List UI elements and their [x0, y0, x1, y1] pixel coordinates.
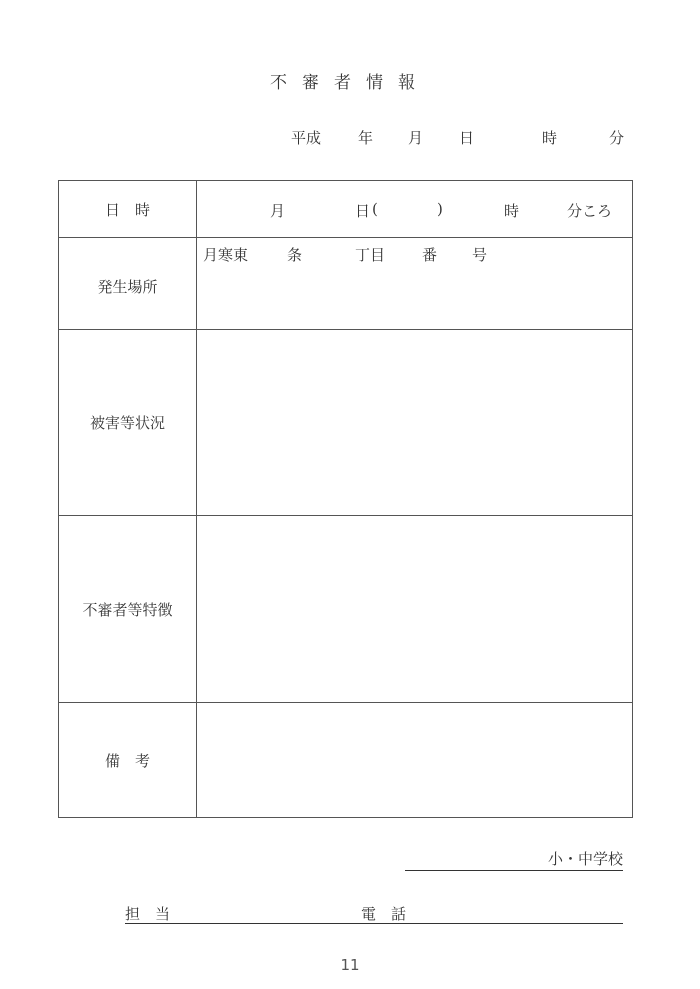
damage-row-label: 被害等状況: [59, 330, 197, 516]
place-ban: 番: [422, 246, 438, 264]
report-table: [58, 180, 633, 818]
person-in-charge-label: 担 当: [125, 905, 171, 923]
year-label: 年: [358, 129, 374, 147]
contact-line[interactable]: [125, 903, 623, 924]
date-row-label: 日 時: [59, 181, 197, 238]
notes-entry-field[interactable]: [197, 703, 633, 818]
form-title: 不審者情報: [270, 73, 430, 93]
hour-label: 時: [542, 129, 558, 147]
page-number: 11: [340, 956, 360, 974]
month-label: 月: [408, 129, 424, 147]
date-day: 日: [355, 202, 371, 220]
suspect-row: [59, 516, 633, 703]
phone-label: 電 話: [361, 905, 407, 923]
damage-entry-field[interactable]: [197, 330, 633, 516]
place-row-label: 発生場所: [59, 238, 197, 330]
minute-label: 分: [609, 129, 625, 147]
school-suffix: 小・中学校: [547, 850, 623, 868]
era-label: 平成: [291, 129, 322, 147]
school-name-line[interactable]: [405, 848, 623, 871]
date-paren-open: (: [372, 200, 378, 218]
date-paren-close: ): [437, 200, 443, 218]
notes-row-label: 備 考: [59, 703, 197, 818]
suspect-entry-field[interactable]: [197, 516, 633, 703]
date-hour: 時: [504, 202, 520, 220]
place-go: 号: [472, 246, 488, 264]
issue-date-line: [0, 127, 700, 149]
date-month: 月: [270, 202, 286, 220]
suspect-row-label: 不審者等特徴: [59, 516, 197, 703]
damage-row: [59, 330, 633, 516]
place-row: [59, 238, 633, 330]
place-chome: 丁目: [355, 246, 386, 264]
date-minute-suffix: 分ころ: [567, 202, 613, 220]
date-entry-field[interactable]: [197, 181, 633, 238]
day-label: 日: [459, 129, 475, 147]
place-entry-field[interactable]: [197, 238, 633, 330]
place-jo: 条: [287, 246, 303, 264]
date-row: [59, 181, 633, 238]
place-area: 月寒東: [203, 246, 249, 264]
notes-row: [59, 703, 633, 818]
